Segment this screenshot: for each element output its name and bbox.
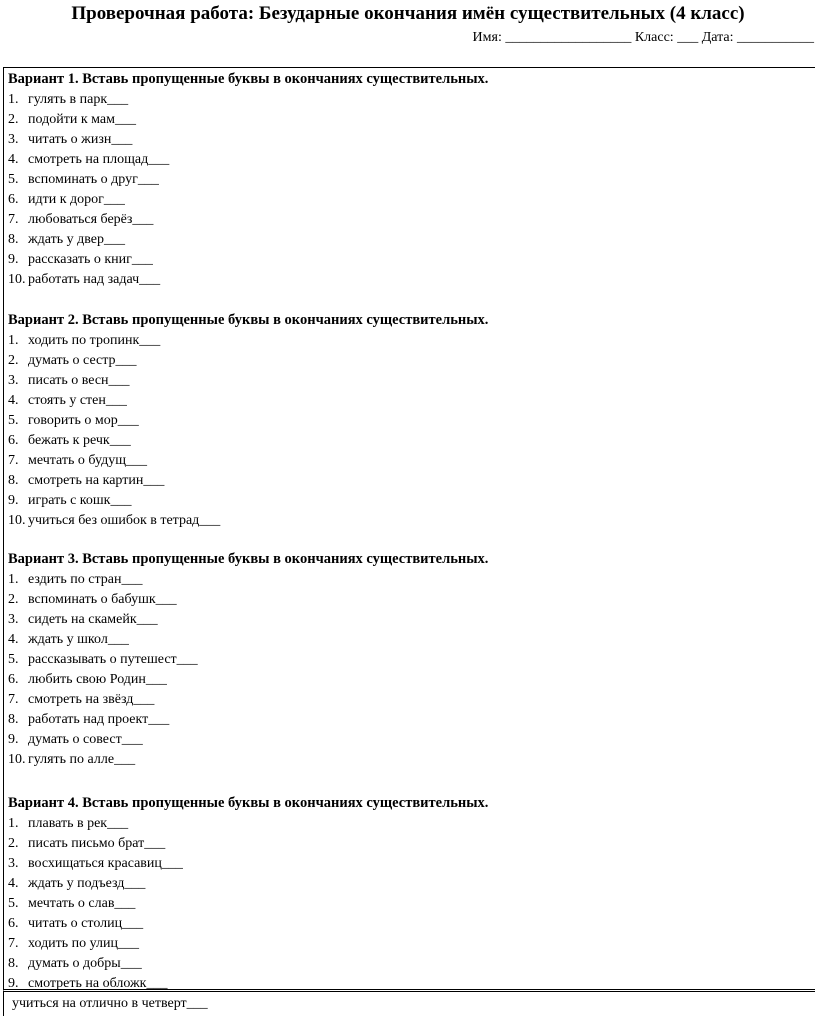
item-number: 5.	[8, 652, 19, 667]
exercise-item	[8, 331, 488, 351]
exercise-item	[8, 854, 488, 874]
item-number: 3.	[8, 373, 19, 388]
item-number: 10.	[8, 752, 26, 767]
item-text: ездить по стран___	[28, 572, 143, 587]
item-number: 6.	[8, 433, 19, 448]
item-text: думать о совест___	[28, 732, 143, 747]
exercise-item	[8, 411, 488, 431]
item-number: 7.	[8, 212, 19, 227]
item-text: вспоминать о бабушк___	[28, 592, 177, 607]
item-text: смотреть на звёзд___	[28, 692, 155, 707]
item-number: 6.	[8, 672, 19, 687]
item-number: 6.	[8, 916, 19, 931]
exercise-item	[8, 670, 488, 690]
item-text: ждать у школ___	[28, 632, 129, 647]
item-text: гулять по алле___	[28, 752, 136, 767]
item-text: работать над проект___	[28, 712, 170, 727]
item-number: 8.	[8, 712, 19, 727]
item-text: учиться без ошибок в тетрад___	[28, 513, 221, 528]
exercise-item	[8, 371, 488, 391]
exercise-item	[8, 391, 488, 411]
item-text: ходить по тропинк___	[28, 333, 161, 348]
variant-title: Вариант 2. Вставь пропущенные буквы в окончаниях существительных.	[8, 312, 489, 328]
exercise-item	[8, 814, 488, 834]
item-number: 6.	[8, 192, 19, 207]
item-text: писать письмо брат___	[28, 836, 166, 851]
item-number: 8.	[8, 956, 19, 971]
exercise-item	[8, 590, 488, 610]
variant-title: Вариант 4. Вставь пропущенные буквы в окончаниях существительных.	[8, 795, 489, 811]
item-number: 7.	[8, 453, 19, 468]
exercise-item	[8, 934, 488, 954]
item-number: 9.	[8, 732, 19, 747]
exercise-item	[8, 471, 488, 491]
item-number: 1.	[8, 572, 19, 587]
item-text: восхищаться красавиц___	[28, 856, 183, 871]
exercise-item	[8, 974, 488, 994]
item-number: 4.	[8, 876, 19, 891]
exercise-item	[8, 170, 488, 190]
item-number: 5.	[8, 896, 19, 911]
exercise-item	[8, 894, 488, 914]
item-number: 4.	[8, 393, 19, 408]
exercise-item	[8, 874, 488, 894]
item-number: 8.	[8, 473, 19, 488]
exercise-item	[8, 90, 488, 110]
item-number: 7.	[8, 936, 19, 951]
variant-title: Вариант 3. Вставь пропущенные буквы в окончаниях существительных.	[8, 551, 489, 567]
item-number: 4.	[8, 632, 19, 647]
exercise-item	[8, 130, 488, 150]
exercise-item	[8, 650, 488, 670]
item-text: плавать в рек___	[28, 816, 129, 831]
item-number: 1.	[8, 333, 19, 348]
item-number: 1.	[8, 92, 19, 107]
item-number: 9.	[8, 976, 19, 991]
item-text: ждать у двер___	[28, 232, 126, 247]
exercise-item	[8, 954, 488, 974]
exercise-item	[8, 270, 488, 290]
footer-item: учиться на отлично в четверт___	[12, 996, 208, 1011]
item-text: смотреть на картин___	[28, 473, 165, 488]
item-text: смотреть на обложк___	[28, 976, 168, 991]
exercise-item	[8, 834, 488, 854]
variant-section-4	[8, 794, 488, 994]
item-number: 3.	[8, 132, 19, 147]
exercise-item	[8, 150, 488, 170]
item-text: читать о столиц___	[28, 916, 144, 931]
page-title: Проверочная работа: Безударные окончания имён существительных (4 класс)	[71, 3, 745, 24]
item-text: смотреть на площад___	[28, 152, 170, 167]
variant-title: Вариант 1. Вставь пропущенные буквы в окончаниях существительных.	[8, 71, 489, 87]
exercise-item	[8, 630, 488, 650]
item-text: гулять в парк___	[28, 92, 129, 107]
item-number: 2.	[8, 592, 19, 607]
exercise-item	[8, 750, 488, 770]
item-text: писать о весн___	[28, 373, 130, 388]
item-number: 5.	[8, 172, 19, 187]
exercise-item	[8, 451, 488, 471]
exercise-item	[8, 491, 488, 511]
item-text: работать над задач___	[28, 272, 161, 287]
item-text: думать о сестр___	[28, 353, 137, 368]
item-text: сидеть на скамейк___	[28, 612, 158, 627]
item-number: 3.	[8, 612, 19, 627]
item-number: 2.	[8, 353, 19, 368]
exercise-item	[8, 914, 488, 934]
item-text: идти к дорог___	[28, 192, 125, 207]
item-text: мечтать о будущ___	[28, 453, 148, 468]
exercise-item	[8, 570, 488, 590]
item-text: любить свою Родин___	[28, 672, 167, 687]
footer-box	[3, 992, 816, 1016]
item-text: играть с кошк___	[28, 493, 132, 508]
exercise-item	[8, 210, 488, 230]
item-text: думать о добры___	[28, 956, 142, 971]
item-text: подойти к мам___	[28, 112, 136, 127]
item-text: любоваться берёз___	[28, 212, 154, 227]
item-text: мечтать о слав___	[28, 896, 136, 911]
variant-section-1	[8, 70, 488, 290]
item-text: говорить о мор___	[28, 413, 139, 428]
variant-section-3	[8, 550, 488, 770]
item-number: 9.	[8, 252, 19, 267]
item-number: 5.	[8, 413, 19, 428]
exercise-item	[8, 230, 488, 250]
item-text: ходить по улиц___	[28, 936, 140, 951]
exercise-item	[8, 351, 488, 371]
exercise-item	[8, 110, 488, 130]
exercise-item	[8, 190, 488, 210]
item-number: 1.	[8, 816, 19, 831]
item-text: рассказать о книг___	[28, 252, 153, 267]
item-number: 10.	[8, 272, 26, 287]
item-number: 2.	[8, 836, 19, 851]
item-text: читать о жизн___	[28, 132, 133, 147]
variant-section-2	[8, 311, 488, 531]
exercise-item	[8, 690, 488, 710]
item-number: 10.	[8, 513, 26, 528]
exercise-item	[8, 250, 488, 270]
item-number: 2.	[8, 112, 19, 127]
student-info-fields: Имя: __________________ Класс: ___ Дата: ___________	[472, 30, 814, 45]
exercise-item	[8, 610, 488, 630]
exercise-item	[8, 511, 488, 531]
item-number: 3.	[8, 856, 19, 871]
item-number: 7.	[8, 692, 19, 707]
item-number: 8.	[8, 232, 19, 247]
item-number: 4.	[8, 152, 19, 167]
exercise-item	[8, 431, 488, 451]
exercise-item	[8, 730, 488, 750]
item-number: 9.	[8, 493, 19, 508]
item-text: бежать к речк___	[28, 433, 131, 448]
item-text: стоять у стен___	[28, 393, 127, 408]
item-text: ждать у подъезд___	[28, 876, 146, 891]
exercise-item	[8, 710, 488, 730]
item-text: вспоминать о друг___	[28, 172, 159, 187]
item-text: рассказывать о путешест___	[28, 652, 198, 667]
